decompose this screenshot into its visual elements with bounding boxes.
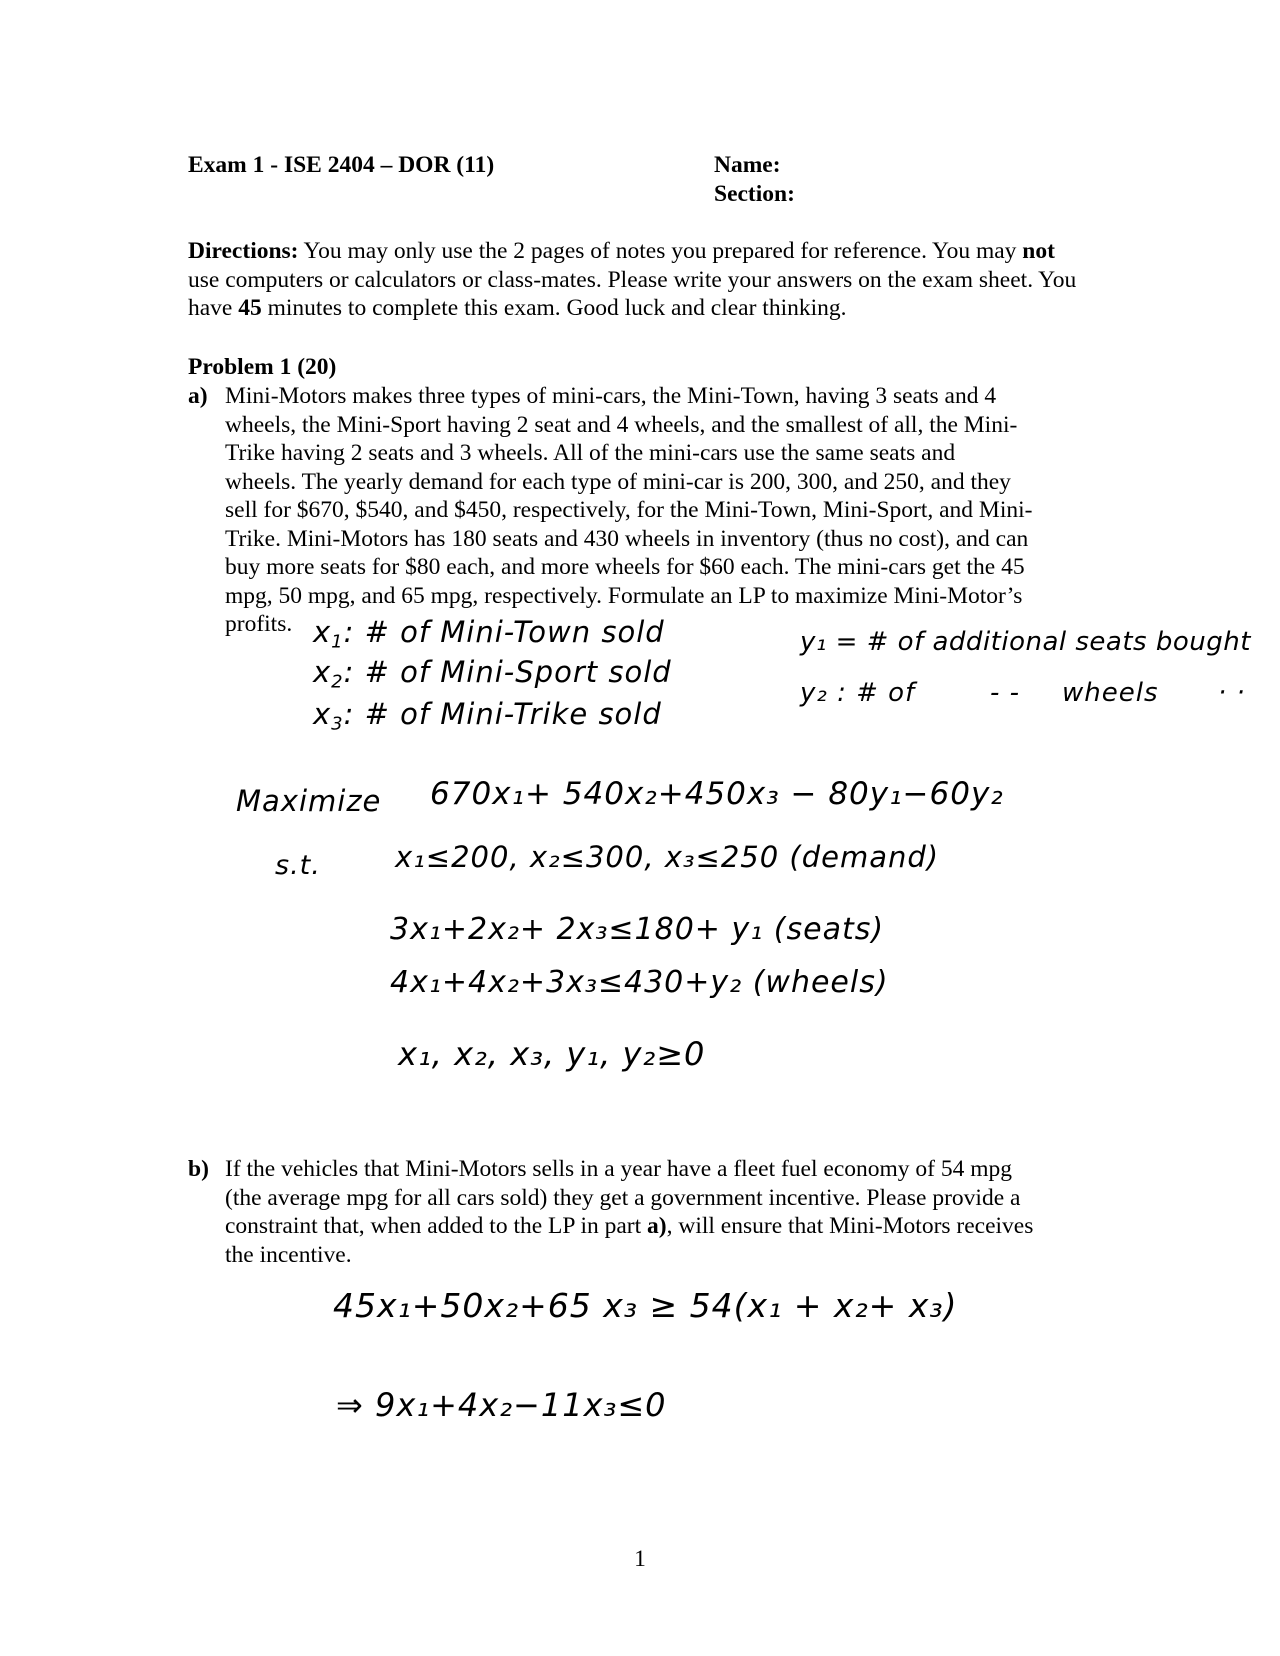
part-a-text (225, 382, 1105, 639)
hw-y2-ditto: - - (990, 678, 1021, 708)
part-a-line: wheels, the Mini-Sport having 2 seat and 4 wheels, and the smallest of all, the Mini- (225, 411, 1018, 438)
problem-title: Problem 1 (20) (188, 354, 337, 380)
hw-fleet-constraint: 45x₁+50x₂+65 x₃ ≥ 54(x₁ + x₂+ x₃) (333, 1286, 958, 1325)
page-number: 1 (634, 1546, 646, 1572)
part-b-line: If the vehicles that Mini-Motors sells in a year have a fleet fuel economy of 54 mpg (225, 1156, 1013, 1182)
directions-not: not (1022, 238, 1055, 264)
directions-text-2: use computers or calculators or class-mates. Please write your answers on the exam sheet. You have (188, 266, 1077, 321)
directions-text-3: minutes to complete this exam. Good luck and clear thinking. (261, 295, 847, 321)
directions-label: Directions: (188, 238, 299, 264)
part-a-line: Trike. Mini-Motors has 180 seats and 430 wheels in inventory (thus no cost), and can (225, 525, 1029, 552)
hw-x2-definition (313, 655, 672, 693)
hw-x1-var: x (313, 615, 332, 649)
part-a-line: mpg, 50 mpg, and 65 mpg, respectively. Formulate an LP to maximize Mini-Motor’s (225, 582, 1023, 609)
exam-title: Exam 1 - ISE 2404 – DOR (11) (188, 152, 495, 178)
hw-x1-def: : # of Mini-Town sold (343, 615, 665, 649)
hw-demand-constraint: x₁≤200, x₂≤300, x₃≤250 (demand) (395, 840, 940, 874)
part-b-line: (the average mpg for all cars sold) they get a government incentive. Please provide a (225, 1184, 1021, 1211)
part-b-text (225, 1155, 1105, 1269)
hw-y1-definition: y₁ = # of additional seats bought (800, 627, 1251, 657)
hw-x2-sub: 2 (331, 671, 344, 693)
directions-minutes: 45 (238, 295, 262, 321)
hw-x2-var: x (313, 655, 332, 689)
part-b-line (225, 1212, 1105, 1241)
part-b-line-3-start: constraint that, when added to the LP in part (225, 1213, 648, 1239)
hw-objective: 670x₁+ 540x₂+450x₃ − 80y₁−60y₂ (430, 776, 1004, 812)
hw-y2-definition: y₂ : # of (800, 678, 916, 708)
name-label: Name: (714, 152, 781, 178)
part-a-line: sell for $670, $540, and $450, respectively, for the Mini-Town, Mini-Sport, and Mini- (225, 497, 1033, 523)
part-b-part-ref: a) (647, 1213, 667, 1239)
part-a-line: profits. (225, 611, 293, 637)
part-b-label: b) (188, 1156, 209, 1182)
hw-nonneg-constraint: x₁, x₂, x₃, y₁, y₂≥0 (398, 1035, 706, 1073)
hw-x1-sub: 1 (331, 631, 344, 653)
directions-text-1: You may only use the 2 pages of notes you prepared for reference. You may (298, 238, 1023, 264)
name-section-labels (714, 151, 795, 208)
hw-x3-def: : # of Mini-Trike sold (343, 697, 662, 731)
hw-y2-wheels: wheels (1062, 678, 1159, 708)
part-a-label: a) (188, 383, 208, 409)
section-label: Section: (714, 180, 795, 207)
hw-maximize-label: Maximize (236, 784, 382, 818)
part-a-line: Trike having 2 seats and 3 wheels. All of the mini-cars use the same seats and (225, 440, 956, 466)
part-a-line: Mini-Motors makes three types of mini-cars, the Mini-Town, having 3 seats and 4 (225, 383, 997, 409)
hw-x3-sub: 3 (331, 713, 344, 735)
hw-simplified-constraint: ⇒ 9x₁+4x₂−11x₃≤0 (336, 1386, 667, 1424)
hw-x1-definition (313, 615, 665, 653)
part-a-line: wheels. The yearly demand for each type of mini-car is 200, 300, and 250, and they (225, 468, 1011, 495)
hw-wheels-constraint: 4x₁+4x₂+3x₃≤430+y₂ (wheels) (390, 965, 889, 1000)
part-b-line: the incentive. (225, 1241, 352, 1268)
hw-x3-var: x (313, 697, 332, 731)
hw-seats-constraint: 3x₁+2x₂+ 2x₃≤180+ y₁ (seats) (390, 912, 885, 947)
hw-x3-definition (313, 697, 662, 735)
hw-x2-def: : # of Mini-Sport sold (343, 655, 672, 689)
hw-st-label: s.t. (275, 850, 321, 881)
hw-y2-ditto-2: · · (1218, 678, 1246, 708)
directions-paragraph (188, 237, 1088, 323)
part-a-line: buy more seats for $80 each, and more wheels for $60 each. The mini-cars get the 45 (225, 554, 1025, 580)
part-b-line-3-end: , will ensure that Mini-Motors receives (666, 1213, 1034, 1239)
